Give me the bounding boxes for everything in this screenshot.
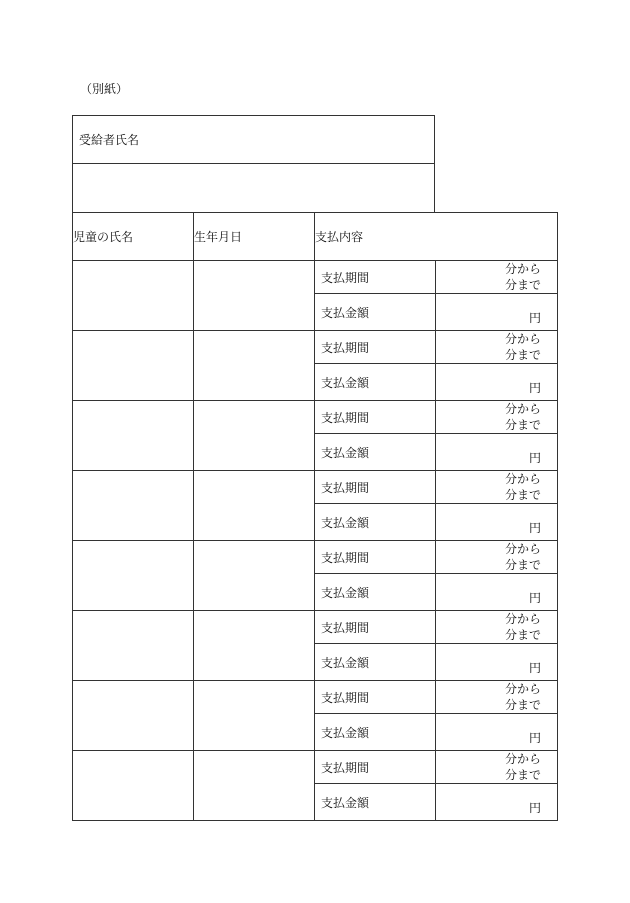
table-row [73, 541, 558, 574]
payment-period-cell[interactable] [436, 611, 558, 644]
payment-period-cell[interactable] [436, 751, 558, 784]
payment-period-label: 支払期間 [315, 471, 436, 504]
payment-amount-label: 支払金額 [315, 574, 436, 611]
header-birth-date: 生年月日 [194, 213, 315, 261]
currency-unit: 円 [529, 801, 542, 815]
payment-period-cell[interactable] [436, 331, 558, 364]
table-row [73, 331, 558, 364]
period-to-text: 分まで [505, 768, 542, 782]
period-from-text: 分から [505, 472, 542, 486]
payment-amount-label: 支払金額 [315, 504, 436, 541]
payment-period-cell[interactable] [436, 401, 558, 434]
period-to-text: 分まで [505, 488, 542, 502]
currency-unit: 円 [529, 661, 542, 675]
child-name-cell[interactable] [73, 541, 194, 611]
payment-amount-label: 支払金額 [315, 784, 436, 821]
period-from-text: 分から [505, 262, 542, 276]
child-name-cell[interactable] [73, 401, 194, 471]
payment-amount-label: 支払金額 [315, 364, 436, 401]
payment-period-cell[interactable] [436, 541, 558, 574]
payment-period-cell[interactable] [436, 681, 558, 714]
payment-amount-label: 支払金額 [315, 714, 436, 751]
payment-period-cell[interactable] [436, 471, 558, 504]
payment-period-label: 支払期間 [315, 401, 436, 434]
child-name-cell[interactable] [73, 261, 194, 331]
payment-period-label: 支払期間 [315, 751, 436, 784]
payment-period-label: 支払期間 [315, 261, 436, 294]
currency-unit: 円 [529, 591, 542, 605]
payment-amount-label: 支払金額 [315, 644, 436, 681]
birth-date-cell[interactable] [194, 261, 315, 331]
birth-date-cell[interactable] [194, 331, 315, 401]
period-to-text: 分まで [505, 628, 542, 642]
period-to-text: 分まで [505, 278, 542, 292]
period-from-text: 分から [505, 682, 542, 696]
table-row [73, 471, 558, 504]
period-from-text: 分から [505, 752, 542, 766]
birth-date-cell[interactable] [194, 681, 315, 751]
attachment-label: （別紙） [80, 82, 129, 96]
period-to-text: 分まで [505, 558, 542, 572]
birth-date-cell[interactable] [194, 611, 315, 681]
period-from-text: 分から [505, 542, 542, 556]
period-from-text: 分から [505, 612, 542, 626]
child-name-cell[interactable] [73, 611, 194, 681]
recipient-name-field[interactable] [73, 164, 434, 212]
payment-amount-cell[interactable] [436, 784, 558, 821]
payment-table [72, 212, 558, 821]
payment-amount-cell[interactable] [436, 364, 558, 401]
table-row [73, 751, 558, 784]
payment-amount-cell[interactable] [436, 294, 558, 331]
period-from-text: 分から [505, 332, 542, 346]
birth-date-cell[interactable] [194, 751, 315, 821]
table-row [73, 681, 558, 714]
birth-date-cell[interactable] [194, 401, 315, 471]
payment-period-label: 支払期間 [315, 681, 436, 714]
currency-unit: 円 [529, 521, 542, 535]
currency-unit: 円 [529, 731, 542, 745]
child-name-cell[interactable] [73, 471, 194, 541]
child-name-cell[interactable] [73, 331, 194, 401]
payment-period-cell[interactable] [436, 261, 558, 294]
period-to-text: 分まで [505, 418, 542, 432]
payment-amount-label: 支払金額 [315, 294, 436, 331]
currency-unit: 円 [529, 381, 542, 395]
child-name-cell[interactable] [73, 751, 194, 821]
table-row [73, 611, 558, 644]
period-to-text: 分まで [505, 698, 542, 712]
payment-amount-cell[interactable] [436, 504, 558, 541]
currency-unit: 円 [529, 311, 542, 325]
payment-period-label: 支払期間 [315, 541, 436, 574]
recipient-box [72, 115, 435, 213]
payment-period-label: 支払期間 [315, 331, 436, 364]
payment-amount-cell[interactable] [436, 714, 558, 751]
payment-amount-cell[interactable] [436, 574, 558, 611]
header-payment-details: 支払内容 [315, 213, 558, 261]
period-to-text: 分まで [505, 348, 542, 362]
birth-date-cell[interactable] [194, 471, 315, 541]
table-row [73, 401, 558, 434]
payment-period-label: 支払期間 [315, 611, 436, 644]
table-row [73, 261, 558, 294]
payment-amount-cell[interactable] [436, 644, 558, 681]
table-header-row [73, 213, 558, 261]
currency-unit: 円 [529, 451, 542, 465]
payment-amount-label: 支払金額 [315, 434, 436, 471]
payment-amount-cell[interactable] [436, 434, 558, 471]
child-name-cell[interactable] [73, 681, 194, 751]
recipient-name-label: 受給者氏名 [73, 116, 434, 164]
birth-date-cell[interactable] [194, 541, 315, 611]
header-child-name: 児童の氏名 [73, 213, 194, 261]
period-from-text: 分から [505, 402, 542, 416]
